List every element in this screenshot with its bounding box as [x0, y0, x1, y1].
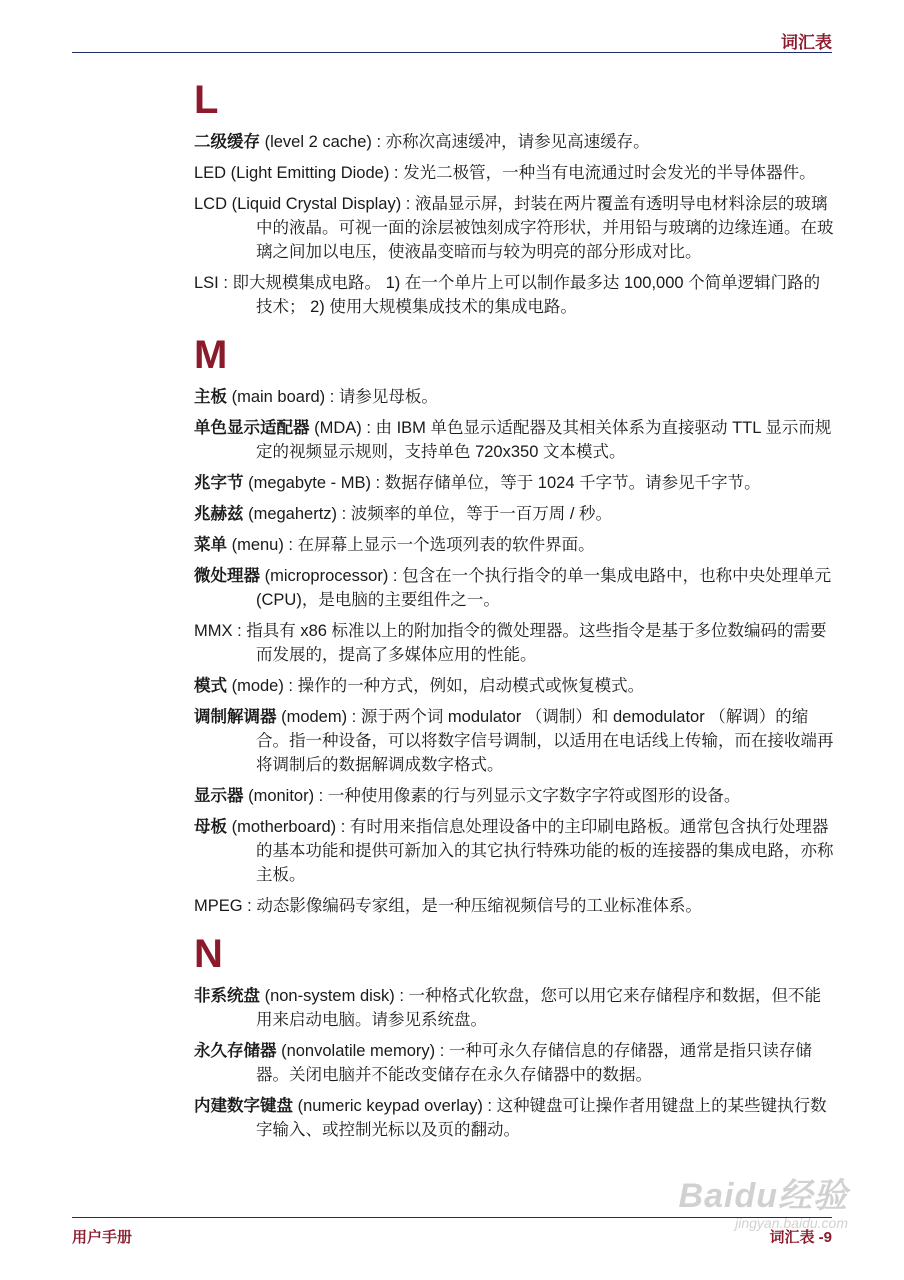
glossary-entry [194, 416, 834, 464]
glossary-entry [194, 1039, 834, 1087]
footer-page-number: 词汇表 -9 [769, 1229, 832, 1246]
entry-term: 母板 [194, 818, 227, 836]
entry-definition: (monitor) : 一种使用像素的行与列显示文字数字字符或图形的设备。 [243, 787, 741, 805]
baidu-jingyan-watermark [679, 1168, 848, 1231]
entry-definition: LSI : 即大规模集成电路。 1) 在一个单片上可以制作最多达 100,000 个简单逻辑门路的技术； 2) 使用大规模集成技术的集成电路。 [194, 274, 821, 316]
glossary-section-m [194, 333, 834, 918]
entry-definition: (microprocessor) : 包含在一个执行指令的单一集成电路中，也称中央处理单元 (CPU)，是电脑的主要组件之一。 [256, 567, 832, 609]
watermark-url: jingyan.baidu.com [735, 1215, 848, 1231]
entry-definition: (level 2 cache) : 亦称次高速缓冲，请参见高速缓存。 [260, 133, 650, 151]
header-divider [72, 52, 832, 53]
glossary-content [194, 78, 834, 1149]
glossary-entry [194, 161, 834, 185]
footer-manual-title: 用户手册 [72, 1229, 133, 1246]
glossary-entry [194, 984, 834, 1032]
entry-term: 兆字节 [194, 474, 244, 492]
glossary-entry [194, 815, 834, 887]
entry-term: 内建数字键盘 [194, 1097, 293, 1115]
entry-term: 主板 [194, 388, 227, 406]
entry-definition: (nonvolatile memory) : 一种可永久存储信息的存储器，通常是指只读存储器。关闭电脑并不能改变储存在永久存储器中的数据。 [256, 1042, 812, 1084]
entry-term: 兆赫兹 [194, 505, 244, 523]
glossary-entry [194, 564, 834, 612]
entry-definition: (menu) : 在屏幕上显示一个选项列表的软件界面。 [227, 536, 595, 554]
watermark-logo: Baidu经验 [678, 1177, 848, 1215]
entry-definition: LED (Light Emitting Diode) : 发光二极管，一种当有电流通过时会发光的半导体器件。 [194, 164, 816, 182]
glossary-entry [194, 192, 834, 264]
entry-term: 菜单 [194, 536, 227, 554]
glossary-entry [194, 619, 834, 667]
glossary-entry [194, 1094, 834, 1142]
entry-definition: (MDA) : 由 IBM 单色显示适配器及其相关体系为直接驱动 TTL 显示而规定的视频显示规则，支持单色 720x350 文本模式。 [256, 419, 832, 461]
glossary-entry [194, 271, 834, 319]
entry-definition: LCD (Liquid Crystal Display) : 液晶显示屏，封装在两片覆盖有透明导电材料涂层的玻璃中的液晶。可视一面的涂层被蚀刻成字符形状，并用铅与玻璃的边缘连通。在玻璃之间加以电压，使液晶变暗而与较为明亮的部分形成对比。 [194, 195, 834, 261]
section-letter: M [194, 333, 229, 377]
section-letter: L [194, 78, 220, 122]
entry-term: 二级缓存 [194, 133, 260, 151]
glossary-entry [194, 674, 834, 698]
entry-definition: (megabyte - MB) : 数据存储单位，等于 1024 千字节。请参见千字节。 [243, 474, 761, 492]
glossary-entry [194, 130, 834, 154]
glossary-entry [194, 894, 834, 918]
entry-term: 单色显示适配器 [194, 419, 310, 437]
glossary-entry [194, 502, 834, 526]
entry-term: 模式 [194, 677, 227, 695]
entry-term: 显示器 [194, 787, 244, 805]
glossary-entry [194, 784, 834, 808]
glossary-entry [194, 705, 834, 777]
entry-definition: MMX : 指具有 x86 标准以上的附加指令的微处理器。这些指令是基于多位数编码的需要而发展的，提高了多媒体应用的性能。 [194, 622, 827, 664]
entry-definition: (non-system disk) : 一种格式化软盘，您可以用它来存储程序和数据，但不能用来启动电脑。请参见系统盘。 [256, 987, 822, 1029]
section-letter: N [194, 932, 224, 976]
entry-term: 微处理器 [194, 567, 260, 585]
entry-term: 永久存储器 [194, 1042, 277, 1060]
entry-definition: MPEG : 动态影像编码专家组，是一种压缩视频信号的工业标准体系。 [194, 897, 702, 915]
entry-definition: (megahertz) : 波频率的单位，等于一百万周 / 秒。 [243, 505, 613, 523]
page-header-title: 词汇表 [781, 33, 832, 52]
entry-definition: (mode) : 操作的一种方式，例如，启动模式或恢复模式。 [227, 677, 645, 695]
entry-definition: (modem) : 源于两个词 modulator （调制）和 demodulator （解调）的缩合。指一种设备，可以将数字信号调制，以适用在电话线上传输，而在接收端再将调制后的数据解调成数字格式。 [256, 708, 834, 774]
footer-divider [72, 1217, 832, 1218]
entry-definition: (main board) : 请参见母板。 [227, 388, 438, 406]
entry-definition: (motherboard) : 有时用来指信息处理设备中的主印刷电路板。通常包含执行处理器的基本功能和提供可新加入的其它执行特殊功能的板的连接器的集成电路，亦称主板。 [227, 818, 834, 884]
glossary-entry [194, 385, 834, 409]
entry-term: 调制解调器 [194, 708, 277, 726]
entry-term: 非系统盘 [194, 987, 260, 1005]
glossary-entry [194, 471, 834, 495]
entry-definition: (numeric keypad overlay) : 这种键盘可让操作者用键盘上的某些键执行数字输入、或控制光标以及页的翻动。 [256, 1097, 827, 1139]
glossary-section-l [194, 78, 834, 319]
glossary-entry [194, 533, 834, 557]
glossary-section-n [194, 932, 834, 1142]
